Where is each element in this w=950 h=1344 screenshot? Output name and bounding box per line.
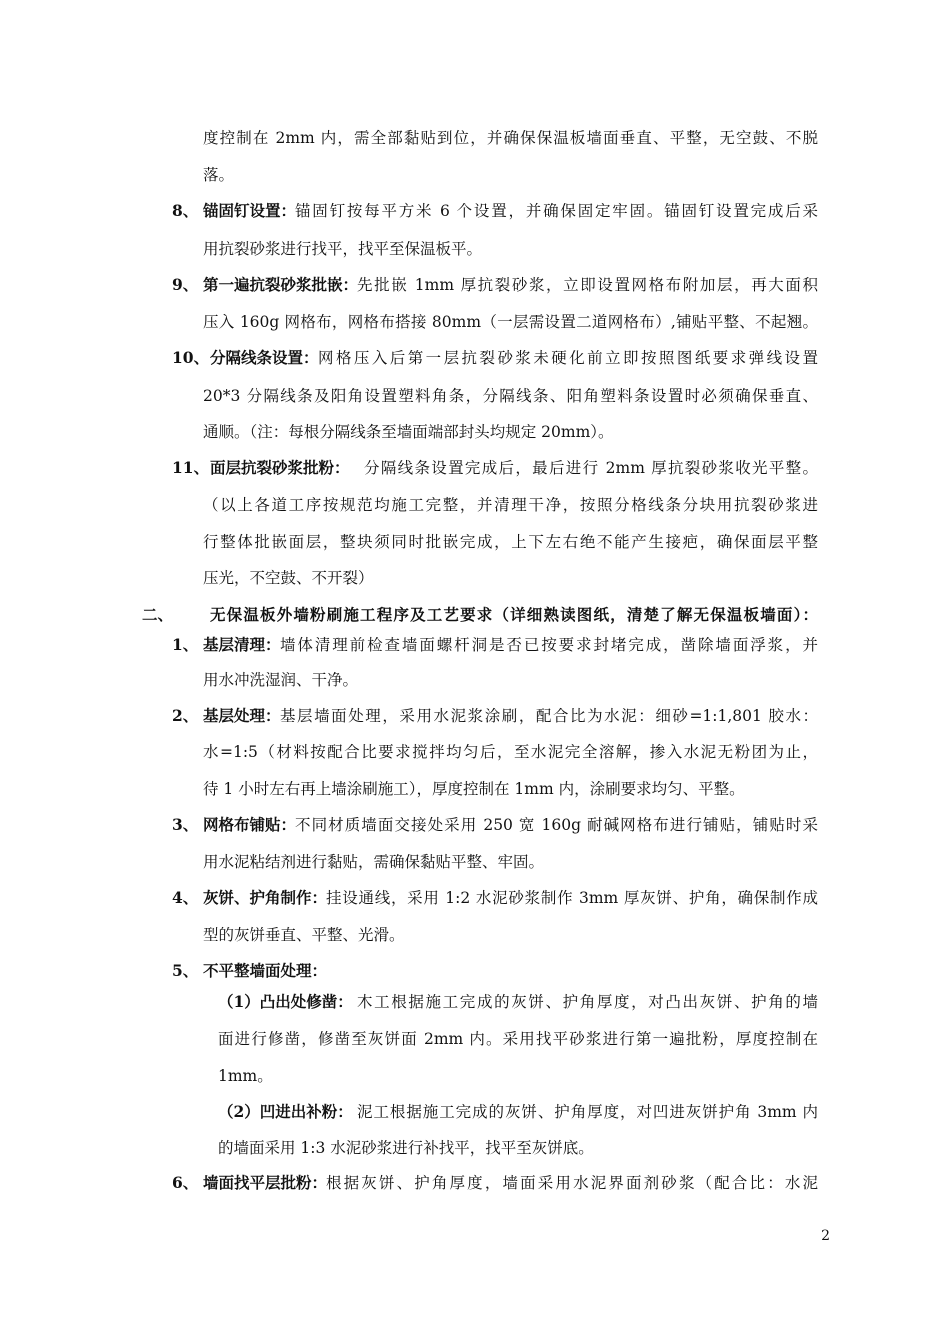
item-number: 1、 <box>172 635 199 654</box>
line-text: 锚固钉按每平方米 6 个设置，并确保固定牢固。锚固钉设置完成后采 <box>295 202 818 220</box>
line-text: 用抗裂砂浆进行找平，找平至保温板平。 <box>203 240 483 258</box>
item-heading: 网格布铺贴： <box>203 815 297 834</box>
line-text: 水=1:5（材料按配合比要求搅拌均匀后，至水泥完全溶解，掺入水泥无粉团为止， <box>203 743 818 761</box>
item-number: 10、 <box>172 348 210 367</box>
line-text: 面进行修凿，修凿至灰饼面 2mm 内。采用找平砂浆进行第一遍批粉，厚度控制在 <box>218 1030 818 1048</box>
text-line <box>0 665 950 695</box>
list-item-9 <box>0 270 950 300</box>
page-number: 2 <box>821 1228 830 1244</box>
line-text: 根据灰饼、护角厚度，墙面采用水泥界面剂砂浆（配合比：水泥 <box>326 1174 818 1192</box>
section-heading <box>0 600 950 630</box>
item-number: 11、 <box>172 458 210 477</box>
text-line <box>0 160 950 190</box>
list-item-2 <box>0 701 950 731</box>
line-text: 不同材质墙面交接处采用 250 宽 160g 耐碱网格布进行铺贴，铺贴时采 <box>295 816 818 834</box>
text-line <box>0 920 950 950</box>
text-line <box>0 563 950 593</box>
line-text: 网格压入后第一层抗裂砂浆未硬化前立即按照图纸要求弹线设置 <box>318 349 818 367</box>
list-item-1 <box>0 630 950 660</box>
line-text: 基层墙面处理，采用水泥浆涂刷，配合比为水泥：细砂=1:1,801 胶水： <box>280 707 818 725</box>
text-line <box>0 1024 950 1054</box>
text-line <box>0 1061 950 1091</box>
item-heading: 面层抗裂砂浆批粉： <box>210 458 350 477</box>
section-title: 无保温板外墙粉刷施工程序及工艺要求（详细熟读图纸，清楚了解无保温板墙面）： <box>210 605 818 624</box>
list-item-4 <box>0 883 950 913</box>
text-line <box>0 123 950 153</box>
text-line <box>0 381 950 411</box>
line-text: 度控制在 2mm 内，需全部黏贴到位，并确保保温板墙面垂直、平整，无空鼓、不脱 <box>203 129 818 147</box>
line-text: 用水冲洗湿润、干净。 <box>203 671 359 689</box>
line-text: 落。 <box>203 166 235 184</box>
item-heading: 灰饼、护角制作： <box>203 888 328 907</box>
line-text: 泥工根据施工完成的灰饼、护角厚度，对凹进灰饼护角 3mm 内 <box>357 1103 818 1121</box>
text-line <box>0 1133 950 1163</box>
text-line <box>0 774 950 804</box>
item-number: 2、 <box>172 706 199 725</box>
item-number: 5、 <box>172 961 199 980</box>
line-text: 1mm。 <box>218 1067 273 1085</box>
list-item-6 <box>0 1168 950 1198</box>
item-heading: 分隔线条设置： <box>210 348 319 367</box>
text-line <box>0 847 950 877</box>
sub-item-heading: （1）凸出处修凿： <box>218 992 353 1011</box>
line-text: 型的灰饼垂直、平整、光滑。 <box>203 926 405 944</box>
text-line <box>0 417 950 447</box>
list-item-5 <box>0 956 950 986</box>
item-number: 9、 <box>172 275 199 294</box>
list-item-10 <box>0 343 950 373</box>
item-heading: 第一遍抗裂砂浆批嵌： <box>203 275 359 294</box>
line-text: 分隔线条设置完成后，最后进行 2mm 厚抗裂砂浆收光平整。 <box>364 459 818 477</box>
line-text: 压入 160g 网格布，网格布搭接 80mm（一层需设置二道网格布）,铺贴平整、不起翘。 <box>203 313 818 331</box>
line-text: 行整体批嵌面层，整块须同时批嵌完成，上下左右绝不能产生接疤，确保面层平整 <box>203 533 818 551</box>
text-line <box>0 490 950 520</box>
text-line <box>0 307 950 337</box>
text-line <box>0 737 950 767</box>
list-item-8 <box>0 196 950 226</box>
text-line <box>0 527 950 557</box>
line-text: （以上各道工序按规范均施工完整，并清理干净，按照分格线条分块用抗裂砂浆进 <box>203 496 818 514</box>
sub-item-1 <box>0 987 950 1017</box>
line-text: 20*3 分隔线条及阳角设置塑料角条，分隔线条、阳角塑料条设置时必须确保垂直、 <box>203 387 818 405</box>
item-heading: 锚固钉设置： <box>203 201 297 220</box>
line-text: 先批嵌 1mm 厚抗裂砂浆，立即设置网格布附加层，再大面积 <box>357 276 818 294</box>
line-text: 用水泥粘结剂进行黏贴，需确保黏贴平整、牢固。 <box>203 853 545 871</box>
line-text: 待 1 小时左右再上墙涂刷施工），厚度控制在 1mm 内，涂刷要求均匀、平整。 <box>203 780 745 798</box>
line-text: 木工根据施工完成的灰饼、护角厚度，对凸出灰饼、护角的墙 <box>357 993 818 1011</box>
list-item-3 <box>0 810 950 840</box>
item-number: 4、 <box>172 888 199 907</box>
list-item-11 <box>0 453 950 483</box>
sub-item-2 <box>0 1097 950 1127</box>
item-heading: 不平整墙面处理： <box>203 961 328 980</box>
line-text: 压光，不空鼓、不开裂） <box>203 569 374 587</box>
line-text: 挂设通线，采用 1:2 水泥砂浆制作 3mm 厚灰饼、护角，确保制作成 <box>326 889 818 907</box>
line-text: 通顺。（注：每根分隔线条至墙面端部封头均规定 20mm）。 <box>203 423 614 441</box>
item-number: 8、 <box>172 201 199 220</box>
item-heading: 基层清理： <box>203 635 281 654</box>
sub-item-heading: （2）凹进出补粉： <box>218 1102 353 1121</box>
item-heading: 基层处理： <box>203 706 281 725</box>
line-text: 墙体清理前检查墙面螺杆洞是否已按要求封堵完成，凿除墙面浮浆，并 <box>280 636 818 654</box>
item-number: 6、 <box>172 1173 199 1192</box>
item-heading: 墙面找平层批粉： <box>203 1173 328 1192</box>
section-number: 二、 <box>142 605 174 624</box>
item-number: 3、 <box>172 815 199 834</box>
line-text: 的墙面采用 1:3 水泥砂浆进行补找平，找平至灰饼底。 <box>218 1139 594 1157</box>
text-line <box>0 234 950 264</box>
